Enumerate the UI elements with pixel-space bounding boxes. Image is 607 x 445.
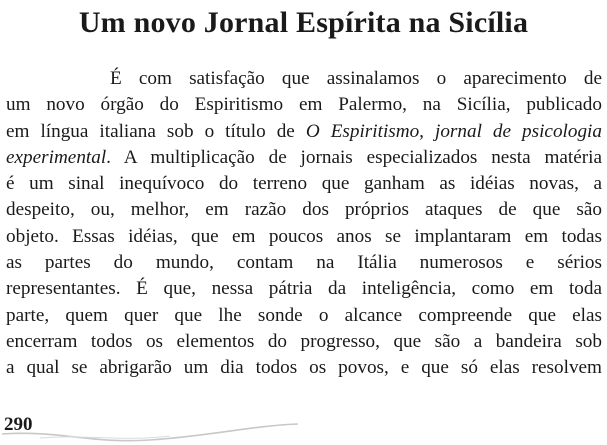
body-line: É com satisfação que assinalamos o aparecimento de bbox=[110, 68, 602, 89]
body-line: a qual se abrigarão um dia todos os povos, e que só elas resolvem bbox=[6, 357, 602, 379]
decorative-swoosh-icon bbox=[0, 400, 300, 445]
article-title: Um novo Jornal Espírita na Sicília bbox=[78, 6, 529, 39]
body-text-segment: . A multiplicação de jornais especializados nesta matéria bbox=[106, 146, 602, 168]
body-line bbox=[6, 145, 602, 171]
body-line: é um sinal inequívoco do terreno que ganham as idéias novas, a bbox=[6, 173, 602, 195]
body-text-segment: em língua italiana sob o título de bbox=[6, 120, 306, 142]
body-line: objeto. Essas idéias, que em poucos anos se implantaram em todas bbox=[6, 225, 602, 247]
body-line: as partes do mundo, contam na Itália numerosos e sérios bbox=[6, 252, 602, 274]
body-line: um novo órgão do Espiritismo em Palermo, na Sicília, publicado bbox=[6, 94, 602, 116]
journal-title-italic: O Espiritismo, jornal de psicologia bbox=[305, 120, 602, 142]
journal-title-italic: experimental bbox=[6, 146, 107, 168]
article-body bbox=[6, 66, 602, 382]
page-number: 290 bbox=[4, 414, 33, 435]
body-line: parte, quem quer que lhe sonde o alcance compreende que elas bbox=[6, 304, 602, 326]
body-line: representantes. É que, nessa pátria da inteligência, como em toda bbox=[6, 278, 602, 300]
body-line bbox=[6, 119, 602, 145]
body-line: encerram todos os elementos do progresso, que são a bandeira sob bbox=[6, 330, 602, 352]
body-line: despeito, ou, melhor, em razão dos próprios ataques de que são bbox=[6, 199, 602, 221]
